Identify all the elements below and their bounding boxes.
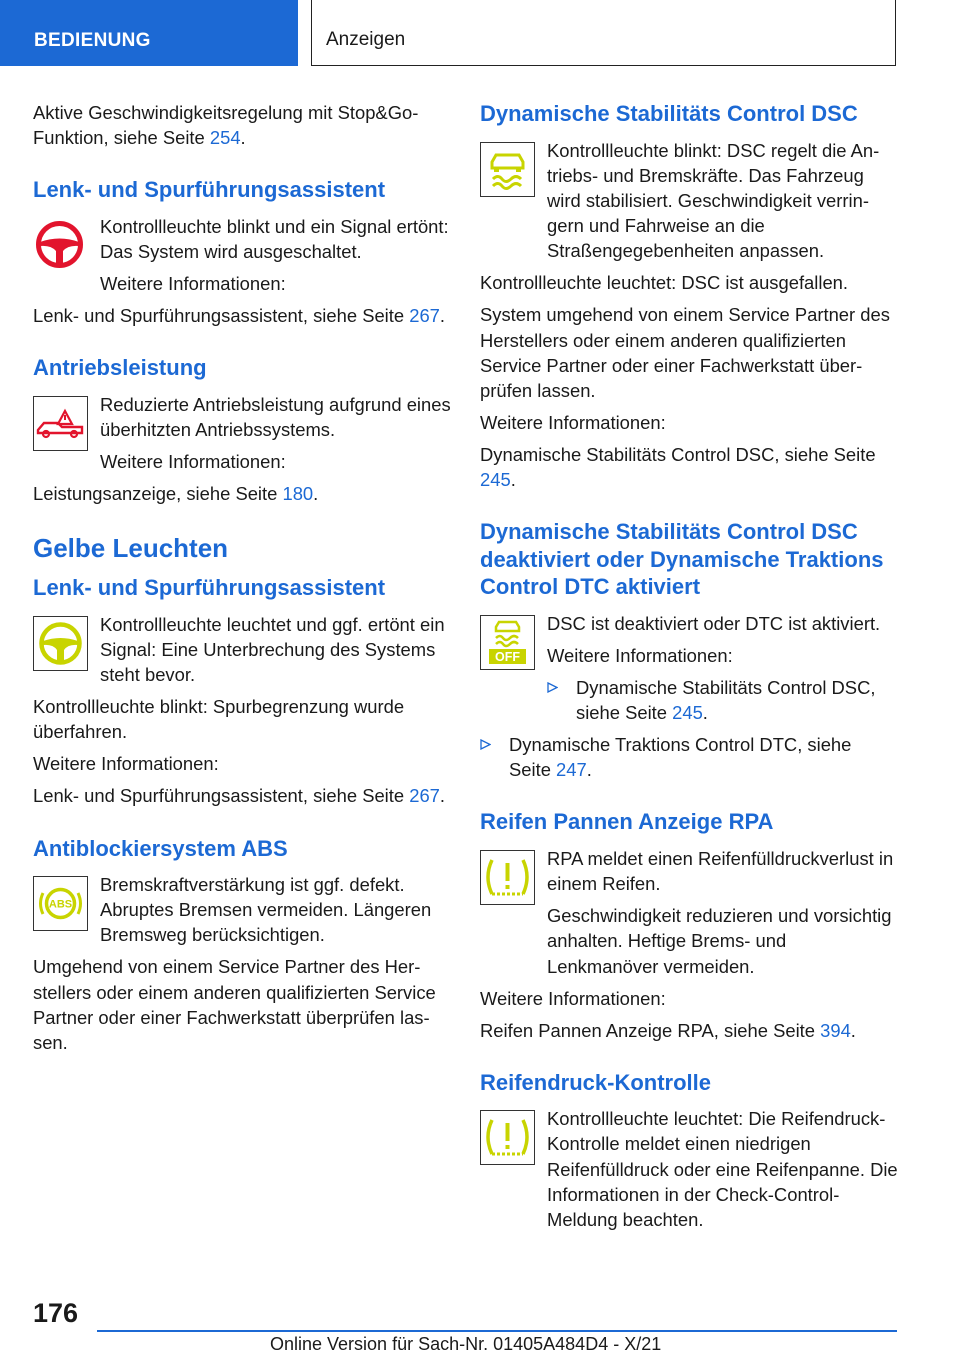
- lenk-yellow-p1: Kontrollleuchte leuchtet und ggf. ertönt ein Signal: Eine Unterbrechung des Systems steht bevor.: [100, 613, 445, 686]
- page-link[interactable]: 245: [480, 469, 511, 491]
- rpa-p4: Reifen Pannen Anzeige RPA, siehe Seite 394.: [480, 1019, 856, 1041]
- abs-icon-label: ABS: [48, 898, 73, 911]
- lenk-yellow-p4: Lenk- und Spurführungsassistent, siehe Seite 267.: [33, 785, 446, 807]
- lenk-yellow-p3: Weitere Informationen:: [33, 753, 219, 775]
- lenk-red-p3: Lenk- und Spurführungsassistent, siehe Seite 267.: [33, 305, 446, 327]
- page-header: [0, 0, 960, 66]
- page-link[interactable]: 267: [409, 785, 440, 807]
- rpa-p3: Weitere Informationen:: [480, 987, 666, 1009]
- page-number: 176: [33, 1298, 79, 1328]
- page-link[interactable]: 247: [556, 759, 587, 781]
- dsc-off-block: [480, 611, 898, 725]
- page-link[interactable]: 267: [409, 305, 440, 327]
- abs-icon: [33, 876, 88, 931]
- dsc-p2: Kontrollleuchte leuchtet: DSC ist ausgefallen.: [480, 272, 849, 294]
- rdc-block: [480, 1106, 898, 1232]
- rpa-p1: RPA meldet einen Reifenfülldruckverlust in einem Reifen.: [547, 847, 894, 895]
- page-link[interactable]: 254: [209, 127, 241, 149]
- spacer: [480, 979, 898, 986]
- dsc-p1: Kontrollleuchte blinkt: DSC regelt die Antriebs- und Bremskräfte. Das Fahrzeug wird stabilisiert. Geschwindigkeit verringern und Fahrweise an die Straßengegebenheiten anpassen.: [547, 139, 880, 262]
- triangle-bullet-icon: [480, 739, 491, 750]
- left-column: [33, 100, 451, 1062]
- heading-lenk-yellow: Lenk- und Spurführungsassistent: [33, 575, 386, 601]
- intro-paragraph: Aktive Geschwindigkeitsregelung mit Stop&Go-Funktion, siehe Seite 254.: [33, 102, 419, 149]
- antrieb-p1: Reduzierte Antriebsleistung aufgrund eines überhitzten Antriebssystems.: [100, 393, 451, 441]
- page-link[interactable]: 180: [282, 483, 314, 505]
- spacer: [480, 264, 898, 271]
- steering-wheel-yellow-icon: [33, 616, 88, 671]
- list-item: Dynamische Stabilitäts Control DSC, siehe Seite 245.: [547, 675, 898, 725]
- heading-abs: Antiblockiersystem ABS: [33, 835, 288, 861]
- dsc-off-p1: DSC ist deaktiviert oder DTC ist aktiviert.: [547, 612, 881, 634]
- antrieb-block: [33, 392, 451, 474]
- car-warning-icon: [33, 396, 88, 451]
- rpa-p2: Geschwindigkeit reduzieren und vorsichtig anhalten. Heftige Brems- und Lenkmanöver vermeiden.: [547, 905, 892, 977]
- lenk-red-p2: Weitere Informationen:: [100, 273, 286, 295]
- dsc-off-inner-list: [547, 675, 898, 725]
- tire-pressure-icon: [480, 850, 535, 905]
- triangle-bullet-icon: [547, 682, 558, 693]
- dsc-p3: System umgehend von einem Service Partner des Herstellers oder einem anderen qualifizierten Service Partner oder einer Fachwerkstatt überprüfen lassen.: [480, 304, 890, 401]
- list-item: Dynamische Traktions Control DTC, siehe Seite 247.: [480, 732, 898, 782]
- dsc-p4: Weitere Informationen:: [480, 411, 666, 433]
- dsc-off-icon: [480, 615, 535, 670]
- tire-pressure-control-icon: [480, 1110, 535, 1165]
- dsc-off-icon-label: OFF: [495, 649, 520, 664]
- heading-rpa: Reifen Pannen Anzeige RPA: [480, 809, 774, 835]
- antrieb-p3: Leistungsanzeige, siehe Seite 180.: [33, 483, 319, 505]
- antrieb-p2: Weitere Informationen:: [100, 451, 286, 473]
- heading-lenk-red: Lenk- und Spurführungsassistent: [33, 177, 386, 203]
- heading-dsc: Dynamische Stabilitäts Control DSC: [480, 101, 858, 126]
- lenk-yellow-block: [33, 612, 451, 688]
- page-link[interactable]: 245: [672, 702, 703, 724]
- steering-wheel-red-icon: [33, 218, 88, 273]
- dsc-off-p2: Weitere Informationen:: [547, 644, 733, 666]
- page-link[interactable]: 394: [820, 1019, 851, 1041]
- right-column: [480, 100, 898, 1239]
- lenk-red-p1: Kontrollleuchte blinkt und ein Signal ertönt: Das System wird ausgeschaltet.: [100, 215, 449, 263]
- rpa-block: [480, 846, 898, 979]
- dsc-off-outer-list: [480, 732, 898, 782]
- dsc-p5: Dynamische Stabilitäts Control DSC, siehe Seite 245.: [480, 443, 876, 491]
- section-tab: BEDIENUNG: [0, 0, 298, 66]
- heading-dsc-off: Dynamische Stabilitäts Control DSC deaktiviert oder Dynamische Traktions Control DTC aktiviert: [480, 519, 884, 600]
- heading-rdc: Reifendruck-Kontrolle: [480, 1069, 712, 1095]
- dsc-icon: [480, 142, 535, 197]
- abs-block: [33, 872, 451, 948]
- dsc-block: [480, 138, 898, 264]
- lenk-yellow-p2: Kontrollleuchte blinkt: Spurbegrenzung wurde überfahren.: [33, 696, 405, 743]
- footer-text: Online Version für Sach-Nr. 01405A484D4 - X/21: [270, 1334, 662, 1354]
- topic-tab: Anzeigen: [311, 0, 896, 66]
- heading-gelbe-leuchten: Gelbe Leuchten: [33, 533, 229, 564]
- lenk-red-block: [33, 214, 451, 296]
- heading-antrieb: Antriebsleistung: [33, 355, 207, 381]
- rdc-p1: Kontrollleuchte leuchtet: Die Reifendruck-Kontrolle meldet einen niedrigen Reifenfülldruck oder eine Reifenpanne. Die Informationen in der Check-Control-Meldung beachten.: [547, 1108, 898, 1231]
- footer-divider: [97, 1330, 897, 1332]
- abs-p1: Bremskraftverstärkung ist ggf. defekt. Abruptes Bremsen vermeiden. Längeren Bremsweg berücksichtigen.: [100, 874, 432, 946]
- abs-p2: Umgehend von einem Service Partner des Herstellers oder einem anderen qualifizierten Service Partner oder einer Fachwerkstatt überprüfen lassen.: [33, 956, 436, 1054]
